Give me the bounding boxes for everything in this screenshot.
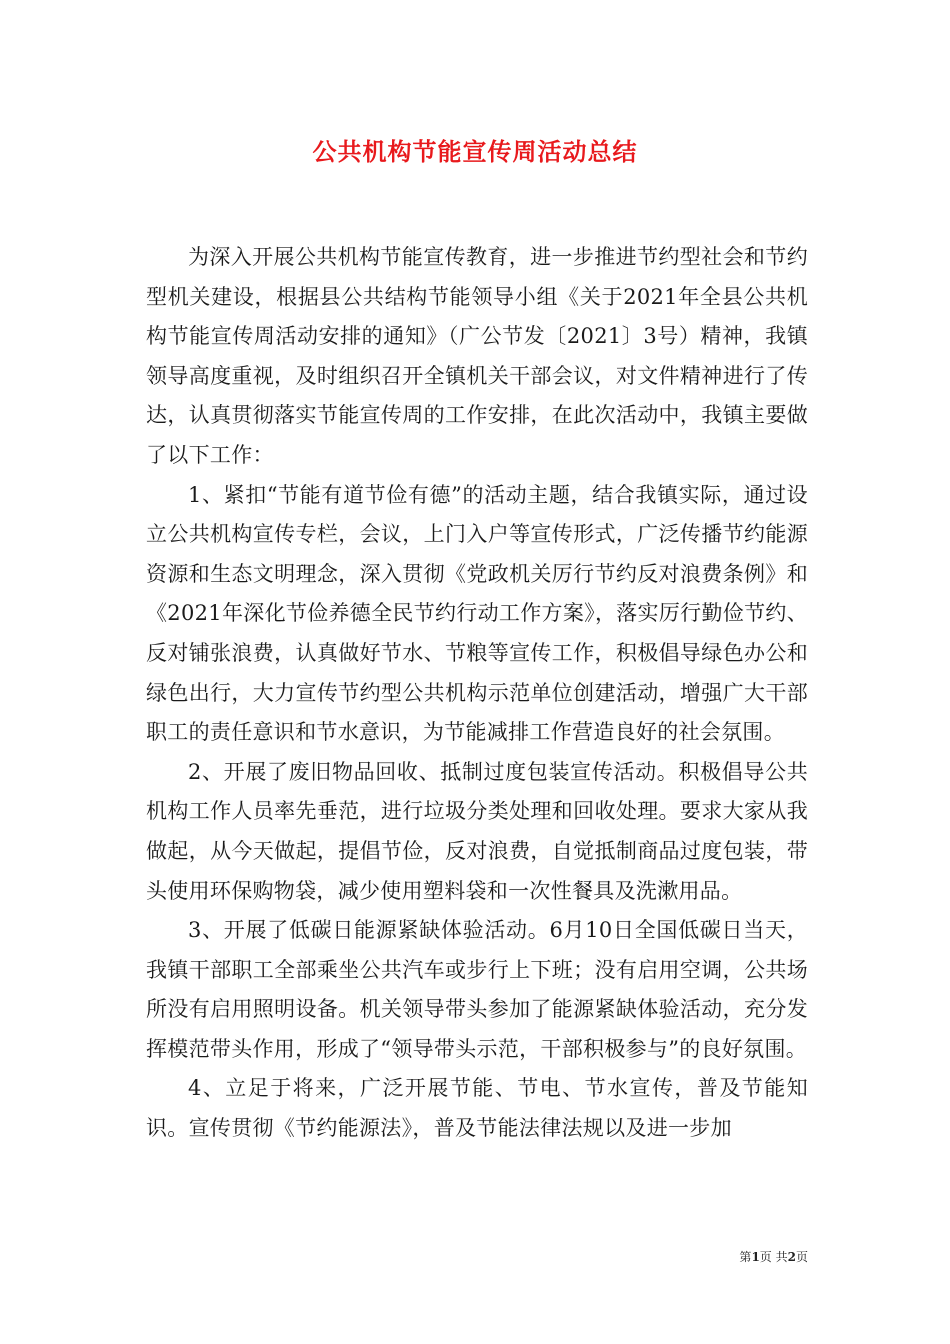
page-footer	[0, 1248, 808, 1265]
paragraph-item-3: 3、开展了低碳日能源紧缺体验活动。6月10日全国低碳日当天，我镇干部职工全部乘坐公共汽车或步行上下班；没有启用空调，公共场所没有启用照明设备。机关领导带头参加了能源紧缺体验活动，充分发挥模范带头作用，形成了“领导带头示范，干部积极参与”的良好氛围。	[146, 918, 808, 1061]
footer-middle: 页 共	[759, 1250, 788, 1264]
paragraph-intro: 为深入开展公共机构节能宣传教育，进一步推进节约型社会和节约型机关建设，根据县公共结构节能领导小组《关于2021年全县公共机构节能宣传周活动安排的通知》（广公节发〔2021〕3号）精神，我镇领导高度重视，及时组织召开全镇机关干部会议，对文件精神进行了传达，认真贯彻落实节能宣传周的工作安排，在此次活动中，我镇主要做了以下工作：	[146, 245, 808, 467]
footer-current-page: 1	[751, 1250, 760, 1264]
paragraph-item-4: 4、立足于将来，广泛开展节能、节电、节水宣传，普及节能知识。宣传贯彻《节约能源法》，普及节能法律法规以及进一步加	[146, 1076, 808, 1141]
document-title: 公共机构节能宣传周活动总结	[312, 137, 638, 166]
footer-suffix: 页	[795, 1250, 808, 1264]
document-body	[146, 238, 808, 1149]
paragraph-item-1: 1、紧扣“节能有道节俭有德”的活动主题，结合我镇实际，通过设立公共机构宣传专栏，会议，上门入户等宣传形式，广泛传播节约能源资源和生态文明理念，深入贯彻《党政机关厉行节约反对浪费条例》和《2021年深化节俭养德全民节约行动工作方案》，落实厉行勤俭节约、反对铺张浪费，认真做好节水、节粮等宣传工作，积极倡导绿色办公和绿色出行，大力宣传节约型公共机构示范单位创建活动，增强广大干部职工的责任意识和节水意识，为节能减排工作营造良好的社会氛围。	[146, 482, 808, 745]
footer-prefix: 第	[739, 1250, 752, 1264]
footer-total-pages: 2	[787, 1250, 796, 1264]
paragraph-item-2: 2、开展了废旧物品回收、抵制过度包装宣传活动。积极倡导公共机构工作人员率先垂范，进行垃圾分类处理和回收处理。要求大家从我做起，从今天做起，提倡节俭，反对浪费，自觉抵制商品过度包装，带头使用环保购物袋，减少使用塑料袋和一次性餐具及洗漱用品。	[146, 759, 808, 903]
